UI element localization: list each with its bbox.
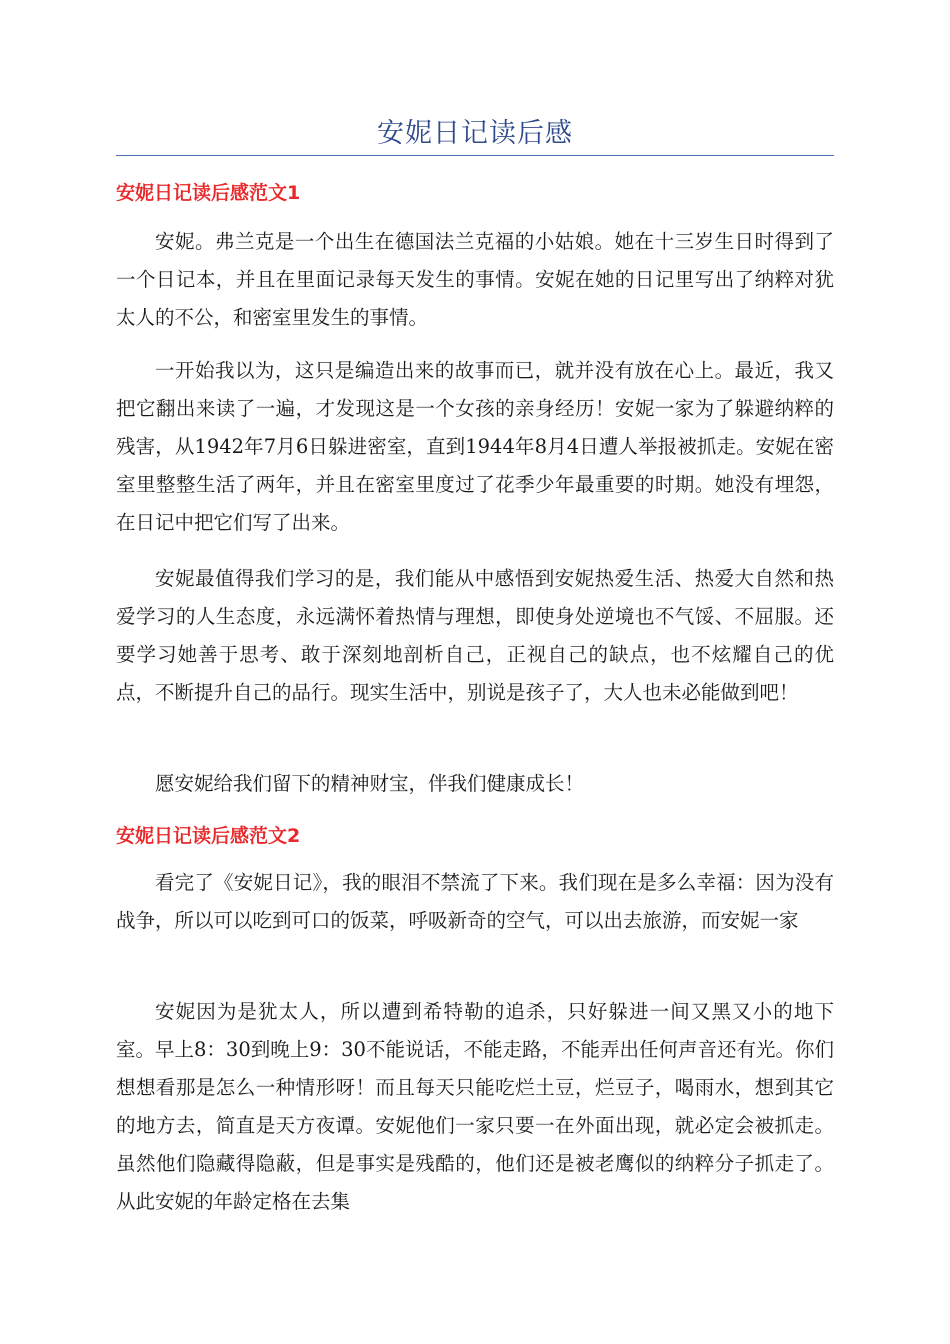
section-heading-1: 安妮日记读后感范文1	[116, 182, 301, 204]
section-heading-2: 安妮日记读后感范文2	[116, 825, 301, 847]
paragraph: 安妮最值得我们学习的是，我们能从中感悟到安妮热爱生活、热爱大自然和热爱学习的人生态度，永远满怀着热情与理想，即使身处逆境也不气馁、不屈服。还要学习她善于思考、敢于深刻地剖析自己，正视自己的缺点，也不炫耀自己的优点，不断提升自己的品行。现实生活中，别说是孩子了，大人也未必能做到吧！	[116, 567, 834, 704]
title-divider	[116, 155, 834, 156]
paragraph: 愿安妮给我们留下的精神财宝，伴我们健康成长！	[155, 772, 585, 795]
document-title: 安妮日记读后感	[377, 118, 573, 149]
paragraph: 安妮。弗兰克是一个出生在德国法兰克福的小姑娘。她在十三岁生日时得到了一个日记本，并且在里面记录每天发生的事情。安妮在她的日记里写出了纳粹对犹太人的不公，和密室里发生的事情。	[116, 230, 834, 329]
paragraph: 安妮因为是犹太人，所以遭到希特勒的追杀，只好躲进一间又黑又小的地下室。早上8：30到晚上9：30不能说话，不能走路，不能弄出任何声音还有光。你们想想看那是怎么一种情形呀！而且每天只能吃烂土豆，烂豆子，喝雨水，想到其它的地方去，简直是天方夜谭。安妮他们一家只要一在外面出现，就必定会被抓走。虽然他们隐藏得隐蔽，但是事实是残酷的，他们还是被老鹰似的纳粹分子抓走了。从此安妮的年龄定格在去集	[116, 1000, 834, 1213]
paragraph: 看完了《安妮日记》，我的眼泪不禁流了下来。我们现在是多么幸福：因为没有战争，所以可以吃到可口的饭菜，呼吸新奇的空气，可以出去旅游，而安妮一家	[116, 871, 834, 932]
paragraph: 一开始我以为，这只是编造出来的故事而已，就并没有放在心上。最近，我又把它翻出来读了一遍，才发现这是一个女孩的亲身经历！安妮一家为了躲避纳粹的残害，从1942年7月6日躲进密室，直到1944年8月4日遭人举报被抓走。安妮在密室里整整生活了两年，并且在密室里度过了花季少年最重要的时期。她没有埋怨，在日记中把它们写了出来。	[116, 359, 834, 534]
